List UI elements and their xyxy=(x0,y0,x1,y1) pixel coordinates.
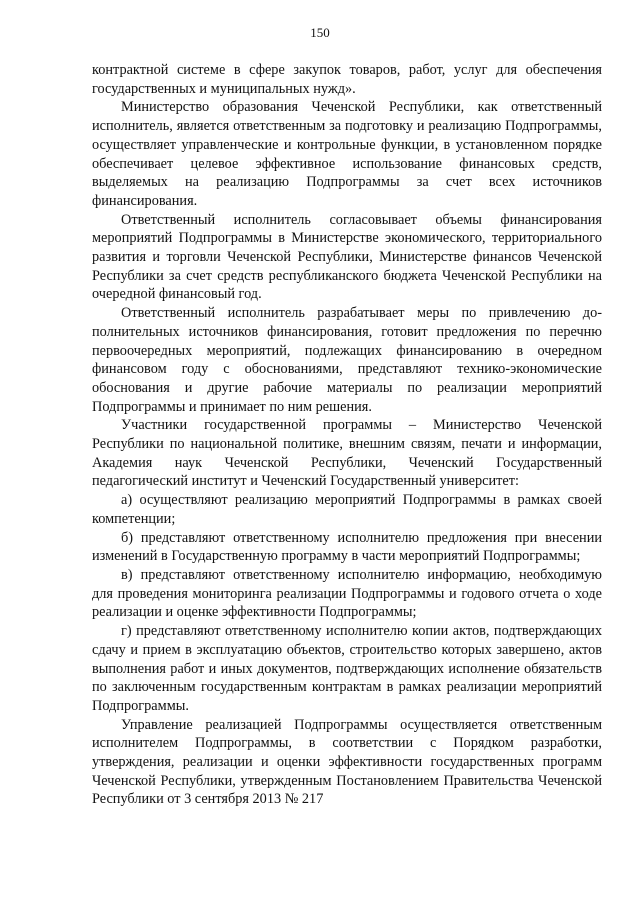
paragraph-management: Управление реализацией Подпрограммы осуществляется ответственным исполнителем Подпрограммы, в соответствии с Порядком разработки, утверждения, реализации и оценки эффективности государственных программ Чеченской Республики, утвержденным Постановлением Правительства Чеченской Республики от 3 сентября 2013 № 217 xyxy=(92,716,602,808)
list-item-b: б) представляют ответственному исполнителю предложения при внесении изменений в Государственную программу в части мероприятий Подпрограммы; xyxy=(92,529,602,565)
list-item-v: в) представляют ответственному исполнителю информацию, необходимую для проведения мониторинга реализации Подпрограммы и годового отчета о ходе реализации и оценке эффективности Подпрограммы; xyxy=(92,566,602,621)
paragraph-additional-funding: Ответственный исполнитель разрабатывает меры по привлечению дополнительных источников финансирования, готовит предложения по перечню первоочередных мероприятий, подлежащих финансированию в очередном финансовом году с обоснованиями, представляют технико-экономические обоснования и другие рабочие материалы по реализации мероприятий Подпрограммы и принимает по ним решения. xyxy=(92,305,602,415)
paragraph-funding-coordination: Ответственный исполнитель согласовывает объемы финансирования мероприятий Подпрограммы в Министерстве экономического, территориального развития и торговли Чеченской Республики, Министерстве финансов Чеченской Республики за счет средств республиканского бюджета Чеченской Республики на очередной финансовый год. xyxy=(92,211,602,303)
paragraph-continuation: контрактной системе в сфере закупок товаров, работ, услуг для обеспечения государственных и муниципальных нужд». xyxy=(92,62,602,97)
list-item-a: а) осуществляют реализацию мероприятий Подпрограммы в рамках своей компетенции; xyxy=(92,492,602,527)
paragraph-ministry-responsibility: Министерство образования Чеченской Республики, как ответственный исполнитель, является ответственным за подготовку и реализацию Подпрограммы, осуществляет управленческие и контрольные функции, в установленном порядке обеспечивает целевое эффективное использование финансовых средств, выделяемых на реализацию Подпрограммы за счет всех источников финансирования. xyxy=(92,99,602,209)
page-number: 150 xyxy=(310,25,330,40)
list-item-g: г) представляют ответственному исполнителю копии актов, подтверждающих сдачу и прием в эксплуатацию объектов, строительство которых завершено, актов выполнения работ и иных документов, подтверждающих исполнение обязательств по заключенным государственным контрактам в рамках реализации мероприятий Подпрограммы. xyxy=(92,623,602,714)
paragraph-participants: Участники государственной программы – Министерство Чеченской Республики по национальной политике, внешним связям, печати и информации, Академия наук Чеченской Республики, Чеченский Государственный педагогический институт и Чеченский Государственный университет: xyxy=(92,417,602,490)
document-body xyxy=(92,61,602,809)
